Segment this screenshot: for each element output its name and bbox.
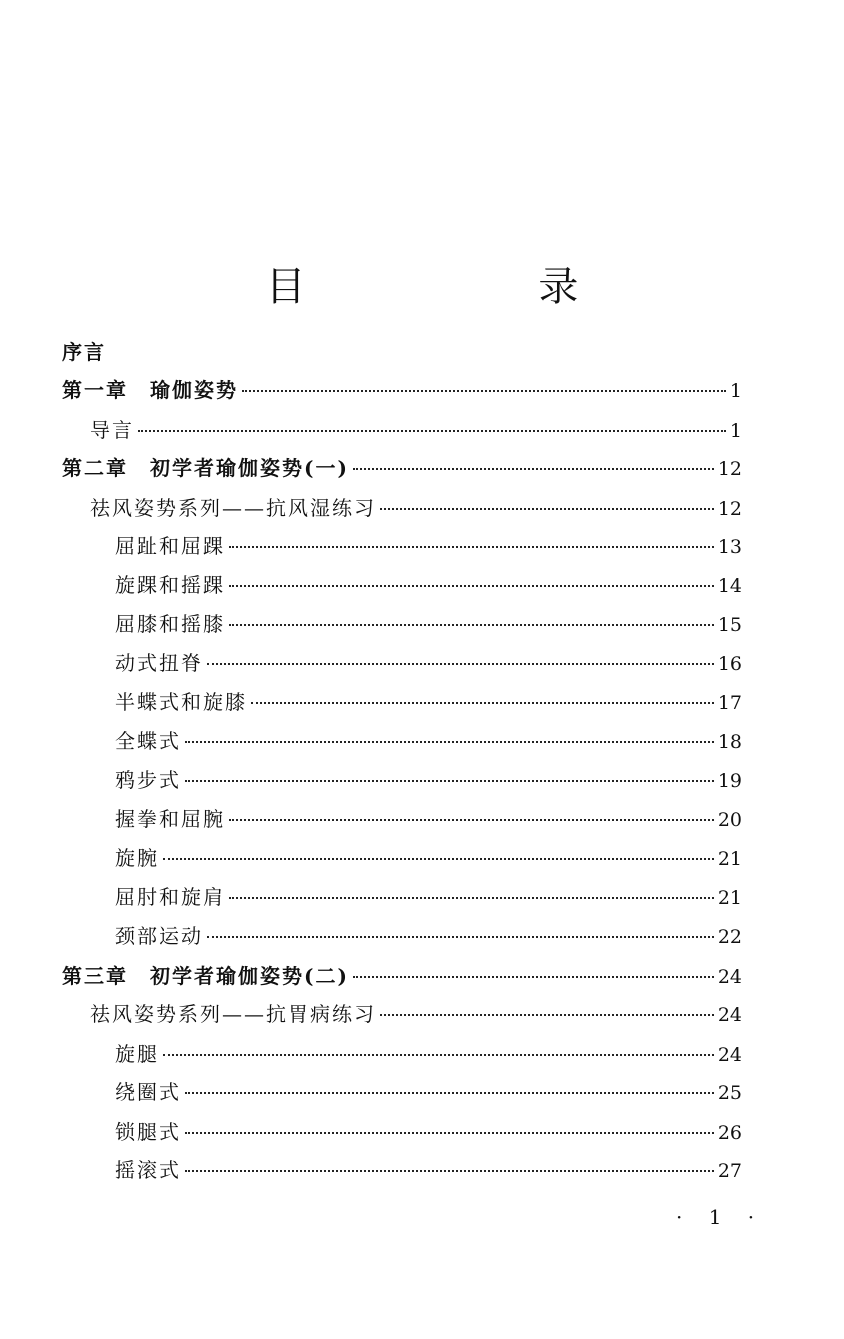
- toc-entry-title: 旋腕: [115, 846, 159, 870]
- toc-entry-title: 摇滚式: [115, 1158, 181, 1182]
- toc-entry-title: 鸦步式: [115, 768, 181, 792]
- toc-page-number: 20: [717, 809, 742, 831]
- dot-leader: [353, 468, 714, 470]
- toc-entry-title: 屈膝和摇膝: [115, 612, 225, 636]
- toc-page-number: 27: [717, 1160, 742, 1182]
- toc-entry-title: 屈肘和旋肩: [115, 885, 225, 909]
- toc-entry[interactable]: [115, 686, 742, 718]
- dot-leader: [163, 1054, 714, 1056]
- toc-entry-title: 旋腿: [115, 1042, 159, 1066]
- dot-leader: [353, 976, 714, 978]
- toc-page-number: 21: [717, 848, 742, 870]
- toc-entry-title: 祛风姿势系列——抗胃病练习: [90, 1002, 376, 1026]
- toc-entry-title: 祛风姿势系列——抗风湿练习: [90, 496, 376, 520]
- toc-entry[interactable]: [115, 881, 742, 913]
- toc-entry[interactable]: [90, 414, 742, 446]
- toc-entry-title: 第三章 初学者瑜伽姿势(二): [62, 964, 349, 988]
- toc-page-number: 24: [717, 1044, 742, 1066]
- toc-entry-title: 绕圈式: [115, 1080, 181, 1104]
- dot-leader: [229, 624, 714, 626]
- dot-leader: [185, 741, 714, 743]
- dot-leader: [207, 663, 714, 665]
- dot-leader: [185, 1132, 714, 1134]
- dot-leader: [242, 390, 726, 392]
- toc-page-number: 21: [717, 887, 742, 909]
- toc-entry[interactable]: [115, 1038, 742, 1070]
- toc-entry-title: 握拳和屈腕: [115, 807, 225, 831]
- toc-entry[interactable]: [62, 960, 742, 992]
- toc-entry-title: 动式扭脊: [115, 651, 203, 675]
- toc-page-number: 12: [717, 458, 742, 480]
- dot-leader: [229, 897, 714, 899]
- dot-leader: [185, 1170, 714, 1172]
- toc-entry[interactable]: [90, 998, 742, 1030]
- toc-page-number: 12: [717, 498, 742, 520]
- toc-entry[interactable]: [115, 1116, 742, 1148]
- toc-entry[interactable]: [115, 569, 742, 601]
- dot-leader: [229, 546, 714, 548]
- toc-entry-title: 第二章 初学者瑜伽姿势(一): [62, 456, 349, 480]
- toc-entry-title: 颈部运动: [115, 924, 203, 948]
- toc-page-number: 1: [729, 380, 742, 402]
- toc-entry-title: 屈趾和屈踝: [115, 534, 225, 558]
- dot-leader: [229, 585, 714, 587]
- toc-entry-title: 序言: [62, 340, 106, 364]
- toc-entry[interactable]: [115, 920, 742, 952]
- toc-entry[interactable]: [62, 374, 742, 406]
- dot-leader: [251, 702, 714, 704]
- toc-entry-title: 半蝶式和旋膝: [115, 690, 247, 714]
- toc-entry-title: 旋踝和摇踝: [115, 573, 225, 597]
- toc-entry[interactable]: [115, 647, 742, 679]
- toc-entry[interactable]: [62, 452, 742, 484]
- dot-leader: [185, 1092, 714, 1094]
- toc-page-number: 19: [717, 770, 742, 792]
- toc-page-number: 1: [729, 420, 742, 442]
- toc-entry[interactable]: [115, 1154, 742, 1186]
- toc-entry[interactable]: [90, 492, 742, 524]
- dot-leader: [163, 858, 714, 860]
- toc-entry[interactable]: [62, 336, 742, 368]
- toc-page-number: 17: [717, 692, 742, 714]
- toc-page-number: 14: [717, 575, 742, 597]
- toc-page-number: 13: [717, 536, 742, 558]
- toc-page-number: 25: [717, 1082, 742, 1104]
- toc-page-number: 26: [717, 1122, 742, 1144]
- dot-leader: [229, 819, 714, 821]
- page-title: 目 录: [265, 263, 689, 310]
- toc-entry-title: 全蝶式: [115, 729, 181, 753]
- toc-entry[interactable]: [115, 530, 742, 562]
- toc-page-number: 15: [717, 614, 742, 636]
- toc-entry[interactable]: [115, 725, 742, 757]
- toc-entry-title: 导言: [90, 418, 134, 442]
- toc-entry-title: 第一章 瑜伽姿势: [62, 378, 238, 402]
- toc-entry[interactable]: [115, 842, 742, 874]
- toc-entry[interactable]: [115, 803, 742, 835]
- toc-entry[interactable]: [115, 608, 742, 640]
- dot-leader: [380, 1014, 714, 1016]
- dot-leader: [138, 430, 726, 432]
- dot-leader: [380, 508, 714, 510]
- toc-page-number: 24: [717, 966, 742, 988]
- toc-entry-title: 锁腿式: [115, 1120, 181, 1144]
- dot-leader: [185, 780, 714, 782]
- toc-entry[interactable]: [115, 764, 742, 796]
- toc-page-number: 16: [717, 653, 742, 675]
- dot-leader: [207, 936, 714, 938]
- toc-page-number: 18: [717, 731, 742, 753]
- toc-page-number: 22: [717, 926, 742, 948]
- toc-page-number: 24: [717, 1004, 742, 1026]
- toc-entry[interactable]: [115, 1076, 742, 1108]
- page-number: · 1 ·: [676, 1205, 765, 1229]
